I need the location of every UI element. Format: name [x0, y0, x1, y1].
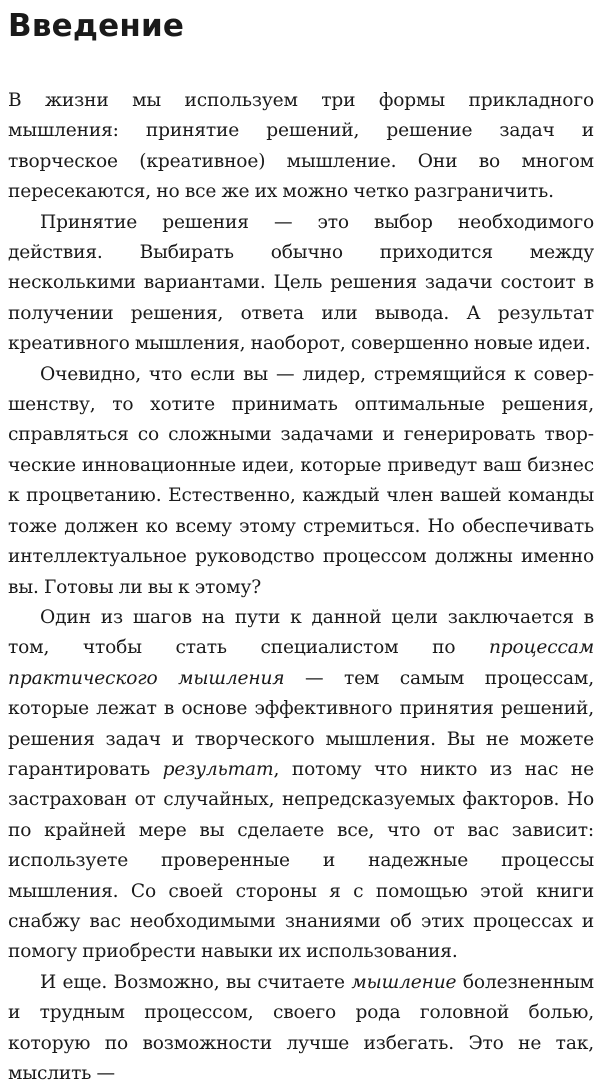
paragraph — [8, 968, 594, 1089]
text-run: И еще. Возможно, вы считаете — [40, 971, 352, 993]
text-run: , потому что никто из нас не застрахован от случайных, непредсказуемых факторов. Но по крайней мере вы сделаете все, что от вас зависит: используете проверенные и надежные процессы мышления. Со своей стороны я с помощью этой книги снабжу вас необходимыми знаниями об этих процессах и помогу приобрести навыки их использования. — [8, 758, 594, 963]
italic-text: результат — [162, 758, 274, 780]
text-run: Принятие решения — это выбор необходимого действия. Выбирать обычно приходится между несколькими вариантами. Цель решения задачи состоит в получении решения, ответа или вывода. А результат креативного мышления, наоборот, совершенно новые идеи. — [8, 211, 594, 355]
text-run: Очевидно, что если вы — лидер, стремящийся к совершенству, то хотите принимать оптимальные решения, справляться со сложными задачами и генерировать творческие инновационные идеи, которые приведут ваш бизнес к процветанию. Естественно, каждый член вашей команды тоже должен ко всему этому стремиться. Но обеспечивать интеллектуальное руководство процессом должны именно вы. Готовы ли вы к этому? — [8, 363, 594, 598]
text-run: — тем самым процессам, которые лежат в основе эффективного принятия решений, решения задач и творческого мышления. Вы не можете гарантировать — [8, 667, 594, 780]
italic-text: мышление — [351, 971, 457, 993]
text-run: болезненным и трудным процессом, своего рода головной болью, которую по возможности лучше избегать. Это не так, мыслить — — [8, 971, 594, 1084]
paragraph — [8, 603, 594, 968]
paragraph — [8, 208, 594, 360]
text-run: Один из шагов на пути к данной цели заключается в том, чтобы стать специалистом по — [8, 606, 594, 659]
paragraph — [8, 360, 594, 603]
page — [8, 0, 594, 1089]
page-title: Введение — [8, 8, 185, 44]
text-run: В жизни мы используем три формы прикладного мышления: принятие решений, решение задач и творческое (креативное) мышление. Они во многом пересекаются, но все же их можно четко разграничить. — [8, 90, 594, 203]
paragraph — [8, 86, 594, 208]
body-text — [8, 86, 594, 1089]
italic-text: процессам практического мышления — [8, 637, 594, 689]
